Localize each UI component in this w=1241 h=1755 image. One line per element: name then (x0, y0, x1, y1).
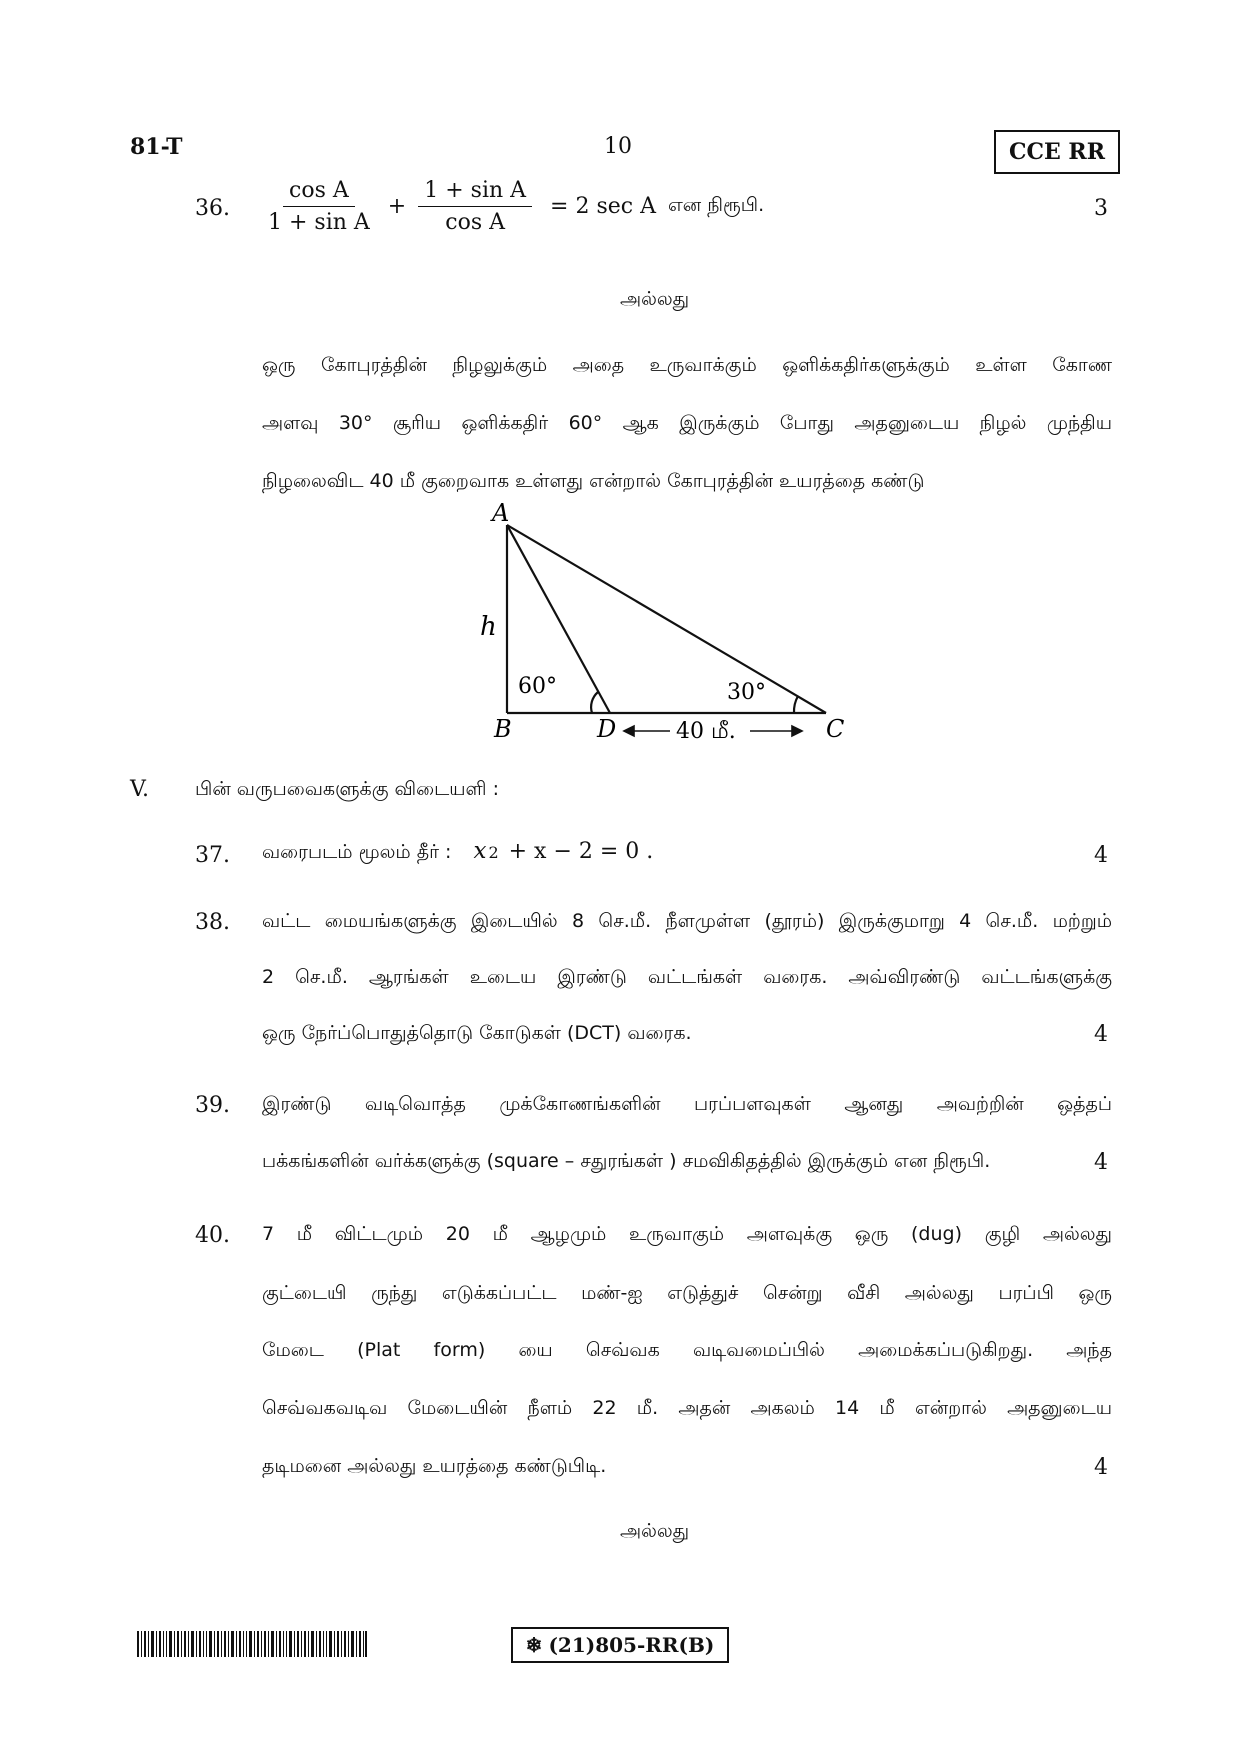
cce-box (994, 130, 1120, 174)
q40-line-1: 7 மீ விட்டமும் 20 மீ ஆழமும் உருவாகும் அளவுக்கு ஒரு (dug) குழி அல்லது (262, 1223, 1112, 1245)
section-v-instruction: பின் வருபவைகளுக்கு விடையளி : (195, 778, 499, 800)
q40-line-3: மேடை (Plat form) யை செவ்வக வடிவமைப்பில் அமைக்கப்படுகிறது. அந்த (262, 1339, 1112, 1361)
page-number: 10 (604, 134, 632, 159)
q40-or: அல்லது (620, 1520, 690, 1542)
q38-marks: 4 (1094, 1022, 1108, 1047)
q40-line-5: தடிமனை அல்லது உயரத்தை கண்டுபிடி. (262, 1455, 607, 1477)
q37-number: 37. (195, 843, 230, 868)
angle-30-label: 30° (727, 680, 766, 705)
q38-line-1: வட்ட மையங்களுக்கு இடையில் 8 செ.மீ. நீளமுள்ள (தூரம்) இருக்குமாறு 4 செ.மீ. மற்றும் (262, 910, 1112, 932)
q36-alt-line-1: ஒரு கோபுரத்தின் நிழலுக்கும் அதை உருவாக்கும் ஒளிக்கதிர்களுக்கும் உள்ள கோண (262, 354, 1112, 376)
footer-code-box (511, 1627, 729, 1663)
q39-line-1: இரண்டு வடிவொத்த முக்கோணங்களின் பரப்பளவுகள் ஆனது அவற்றின் ஒத்தப் (262, 1093, 1112, 1115)
q40-line-2: குட்டையி ருந்து எடுக்கப்பட்ட மண்-ஐ எடுத்துச் சென்று வீசி அல்லது பரப்பி ஒரு (262, 1282, 1112, 1304)
q36-plus: + (387, 194, 407, 219)
q36-alt-line-2: அளவு 30° சூரிய ஒளிக்கதிர் 60° ஆக இருக்கும் போது அதனுடைய நிழல் முந்திய (262, 412, 1112, 434)
q37-rest: + x − 2 = 0 . (508, 839, 654, 864)
q37-marks: 4 (1094, 843, 1108, 868)
q36-equation (262, 178, 764, 235)
q36-alt-line-3: நிழலைவிட 40 மீ குறைவாக உள்ளது என்றால் கோபுரத்தின் உயரத்தை கண்டு (262, 470, 925, 492)
angle-arc-30 (794, 696, 798, 713)
q40-line-4: செவ்வகவடிவ மேடையின் நீளம் 22 மீ. அதன் அகலம் 14 மீ என்றால் அதனுடைய (262, 1397, 1112, 1419)
q39-marks: 4 (1094, 1150, 1108, 1175)
q36-rhs: = 2 sec A (550, 194, 656, 219)
q38-line-2: 2 செ.மீ. ஆரங்கள் உடைய இரண்டு வட்டங்கள் வரைக. அவ்விரண்டு வட்டங்களுக்கு (262, 966, 1112, 988)
q37-var: x (473, 838, 487, 864)
snowflake-icon: ❄ (525, 1633, 543, 1657)
q36-marks: 3 (1094, 196, 1108, 221)
angle-arc-60 (591, 692, 598, 713)
vertex-b-label: B (494, 715, 512, 743)
q36-frac2-num: 1 + sin A (418, 178, 532, 207)
height-label: h (480, 612, 497, 642)
q36-fraction-1 (262, 178, 376, 235)
q39-number: 39. (195, 1093, 230, 1118)
vertex-d-label: D (597, 715, 617, 743)
q39-line-2: பக்கங்களின் வர்க்களுக்கு (square – சதுரங்கள் ) சமவிகிதத்தில் இருக்கும் என நிரூபி. (262, 1150, 991, 1172)
vertex-a-label: A (492, 499, 510, 527)
q38-number: 38. (195, 910, 230, 935)
q36-fraction-2 (418, 178, 532, 235)
q37-exponent: 2 (488, 843, 499, 862)
distance-label: 40 மீ. (676, 719, 736, 744)
q36-frac2-den: cos A (445, 210, 505, 235)
q37-equation (262, 838, 653, 866)
barcode-graphic (137, 1631, 367, 1657)
q40-marks: 4 (1094, 1455, 1108, 1480)
q36-suffix: என நிரூபி. (667, 194, 765, 216)
q36-or: அல்லது (620, 288, 690, 310)
tower-figure (440, 495, 860, 755)
angle-60-label: 60° (518, 674, 557, 699)
q38-line-3: ஒரு நேர்ப்பொதுத்தொடு கோடுகள் (DCT) வரைக. (262, 1022, 692, 1044)
section-v-numeral: V. (130, 777, 150, 802)
paper-code: 81-T (130, 134, 183, 160)
q36-frac1-den: 1 + sin A (268, 210, 370, 235)
cce-label: CCE RR (1008, 139, 1105, 165)
q40-number: 40. (195, 1223, 230, 1248)
q36-number: 36. (195, 196, 230, 221)
q36-frac1-num: cos A (283, 178, 355, 207)
vertex-c-label: C (826, 715, 845, 743)
footer-code: (21)805-RR(B) (548, 1633, 715, 1657)
q37-text: வரைபடம் மூலம் தீர் : (262, 841, 452, 863)
